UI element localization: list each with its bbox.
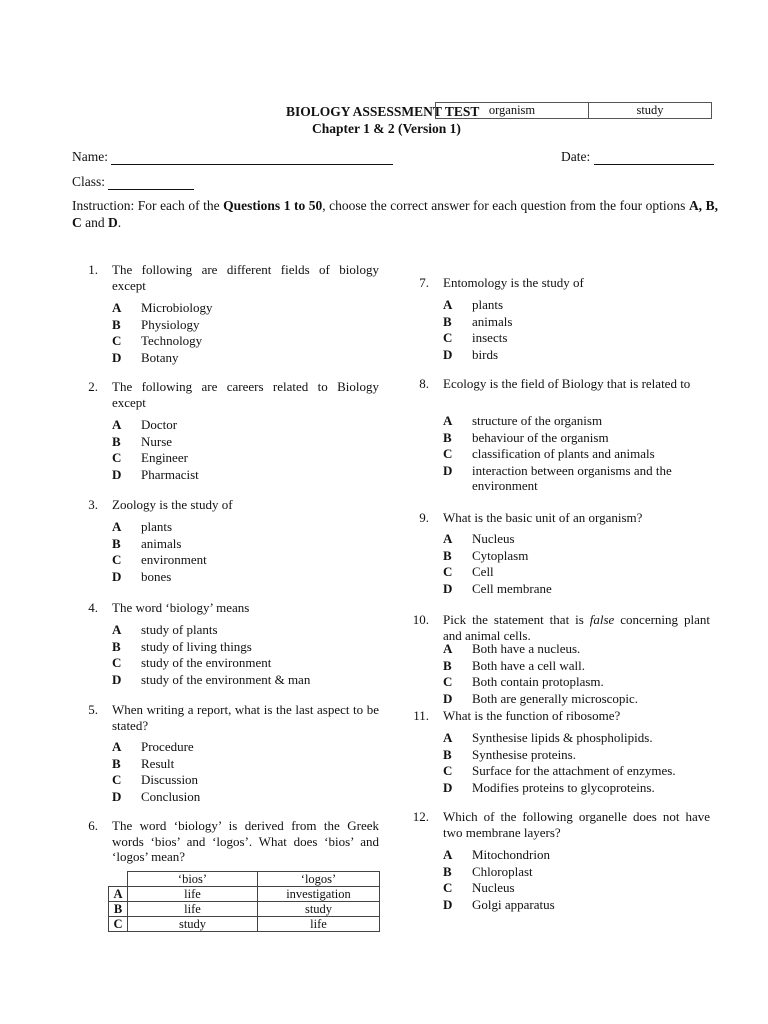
name-field[interactable]: [111, 151, 393, 165]
option-a[interactable]: A structure of the organism: [443, 413, 603, 428]
class-row: [72, 174, 194, 190]
class-field[interactable]: [108, 176, 194, 190]
date-field[interactable]: [594, 151, 714, 165]
name-label: Name:: [72, 149, 108, 164]
stray-cell-organism: organism: [436, 103, 589, 119]
table-row-b[interactable]: B life study: [109, 902, 380, 917]
table-row-a[interactable]: A life investigation: [109, 887, 380, 902]
options: [443, 413, 710, 494]
option-c[interactable]: C classification of plants and animals: [443, 446, 655, 461]
column-header-logos: ‘logos’: [258, 872, 380, 887]
option-b[interactable]: B behaviour of the organism: [443, 429, 609, 445]
stray-header-table: [435, 102, 712, 119]
test-title: BIOLOGY ASSESSMENT TEST: [286, 104, 480, 119]
test-subtitle: Chapter 1 & 2 (Version 1): [312, 121, 461, 136]
class-label: Class:: [72, 174, 106, 189]
table-row-c[interactable]: C study life: [109, 917, 380, 932]
date-label: Date:: [561, 149, 591, 164]
name-row: [72, 149, 393, 165]
stray-cell-study: study: [589, 103, 712, 119]
bios-logos-table: [108, 871, 380, 932]
column-header-bios: ‘bios’: [128, 872, 258, 887]
date-row: [561, 149, 714, 165]
instruction: Instruction: For each of the Questions 1 to 50, choose the correct answer for each question from the four options A, B, C and D.: [72, 198, 718, 230]
option-d[interactable]: D interaction between organisms and the environment: [443, 462, 672, 493]
